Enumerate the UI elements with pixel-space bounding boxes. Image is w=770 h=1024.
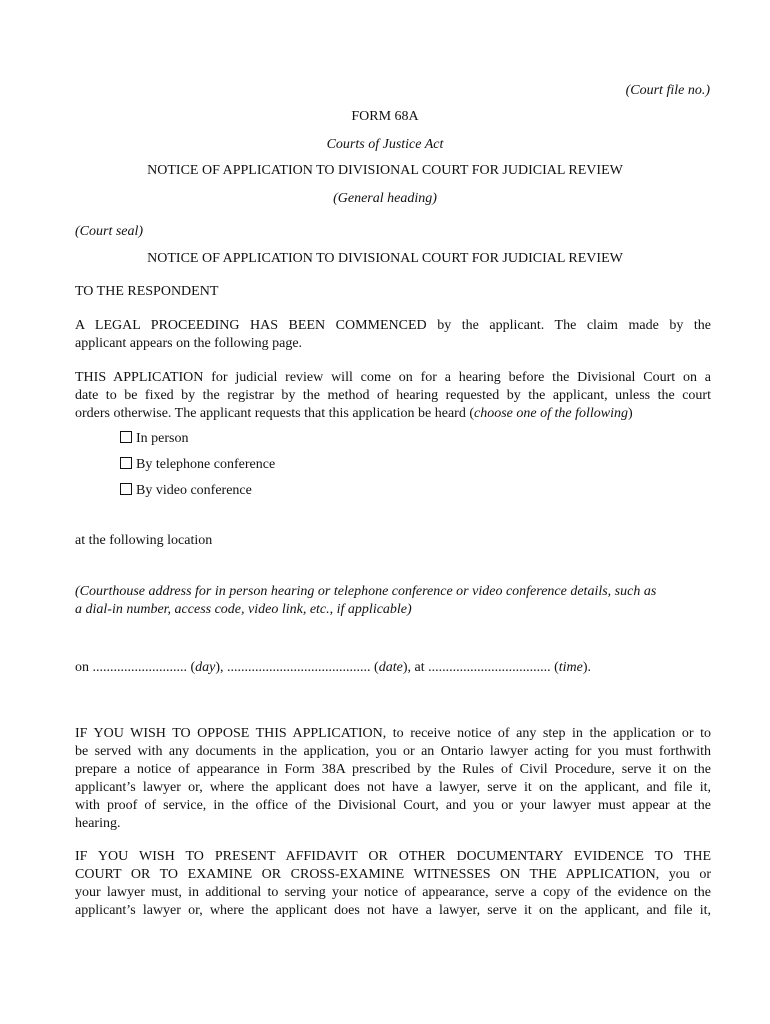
notice-title: NOTICE OF APPLICATION TO DIVISIONAL COURT FOR JUDICIAL REVIEW [147,251,623,266]
location-hint-line-2: a dial-in number, access code, video link, etc., if applicable) [75,602,412,617]
schedule-line [75,659,591,677]
schedule-on: on ........................... ( [75,660,196,675]
option-in-person[interactable] [120,430,189,448]
choose-one-note: choose one of the following [474,406,628,421]
checkbox-video[interactable] [120,483,132,495]
application-paragraph [75,369,711,423]
form-number: FORM 68A [351,109,419,124]
oppose-line-2: be served with any documents in the application, you or an Ontario lawyer acting for you must forthwith [75,744,711,759]
option-label-video: By video conference [136,483,252,498]
proceeding-line-1: A LEGAL PROCEEDING HAS BEEN COMMENCED by the applicant. The claim made by the [75,318,711,333]
schedule-date: date [378,660,403,675]
option-telephone[interactable] [120,456,275,474]
location-label: at the following location [75,533,213,548]
oppose-line-3: prepare a notice of appearance in Form 38A prescribed by the Rules of Civil Procedure, serve it on the [75,762,711,777]
to-respondent: TO THE RESPONDENT [75,284,219,299]
evidence-paragraph [75,848,711,920]
evidence-line-4: applicant’s lawyer or, where the applicant does not have a lawyer, serve it on the applicant, and file it, [75,903,711,918]
evidence-line-1: IF YOU WISH TO PRESENT AFFIDAVIT OR OTHER DOCUMENTARY EVIDENCE TO THE [75,849,711,864]
court-seal: (Court seal) [75,224,144,239]
schedule-day: day [195,660,216,675]
oppose-paragraph [75,725,711,833]
option-label-in-person: In person [136,431,189,446]
application-line-3-text: orders otherwise. The applicant requests that this application be heard ( [75,406,474,421]
option-video[interactable] [120,482,252,500]
schedule-mid-1: ), ......................................... ( [215,660,379,675]
evidence-line-2: COURT OR TO EXAMINE OR CROSS-EXAMINE WITNESSES ON THE APPLICATION, you or [75,867,711,882]
oppose-line-4: applicant’s lawyer or, where the applicant does not have a lawyer, serve it on the applicant, and file it, [75,780,711,795]
court-file-no: (Court file no.) [625,83,710,98]
application-line-1: THIS APPLICATION for judicial review will come on for a hearing before the Divisional Court on a [75,370,711,385]
oppose-line-5: with proof of service, in the office of the Divisional Court, and you or your lawyer must appear at the [75,798,711,813]
application-line-3-close: ) [627,406,633,421]
evidence-line-3: your lawyer must, in additional to serving your notice of appearance, serve a copy of the evidence on the [75,885,711,900]
checkbox-telephone[interactable] [120,457,132,469]
checkbox-in-person[interactable] [120,431,132,443]
location-hint-line-1: (Courthouse address for in person hearing or telephone conference or video conference details, such as [75,584,657,599]
schedule-time: time [558,660,583,675]
form-title: NOTICE OF APPLICATION TO DIVISIONAL COURT FOR JUDICIAL REVIEW [147,163,623,178]
schedule-mid-2: ), at ................................... ( [402,660,559,675]
act-name: Courts of Justice Act [326,137,444,152]
general-heading: (General heading) [333,191,437,206]
option-label-telephone: By telephone conference [136,457,276,472]
application-line-3 [75,405,711,423]
location-hint [75,583,711,619]
proceeding-line-2: applicant appears on the following page. [75,336,303,351]
oppose-line-1: IF YOU WISH TO OPPOSE THIS APPLICATION, to receive notice of any step in the application or to [75,726,711,741]
application-line-2: date to be fixed by the registrar by the method of hearing requested by the applicant, unless the court [75,388,711,403]
schedule-end: ). [582,660,592,675]
proceeding-paragraph [75,317,711,353]
oppose-line-6: hearing. [75,816,121,831]
